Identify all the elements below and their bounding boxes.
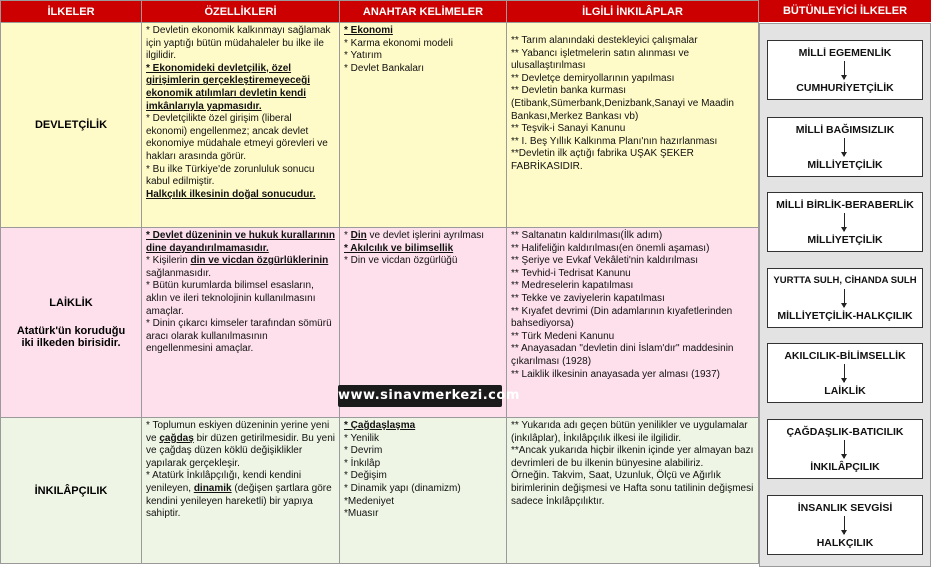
header-ilgili-inkilaplar: İLGİLİ İNKILÂPLAR — [507, 1, 759, 23]
reform-item: ** Medreselerin kapatılması — [511, 280, 634, 292]
keyword-item: * Ekonomi — [344, 25, 393, 36]
complementary-box — [767, 268, 923, 328]
feature-item: * Toplumun eskiyen düzeninin yerine yeni ve çağdaş bir düzen getirilmesidir. Bu yeni ve çağdaş düzen köklü değişiklikler yapılarak gerçekleşir. — [146, 420, 335, 469]
reform-item: ** Anayasadan "devletin dini İslam'dır" maddesinin çıkarılması (1928) — [511, 343, 734, 367]
reform-item: ** Saltanatın kaldırılması(İlk adım) — [511, 230, 663, 241]
keyword-item: * Din ve devlet işlerini ayrılması — [344, 230, 485, 241]
reforms-devletcilik — [507, 23, 759, 228]
principle-title: LAİKLİK — [49, 296, 93, 309]
reform-item: ** Yukarıda adı geçen bütün yenilikler ve uygulamalar (inkılâplar), İnkılâpçılık ilkesi ile ilgilidir. — [511, 420, 748, 444]
principle-devletcilik — [1, 23, 142, 228]
complementary-top: MİLLİ BİRLİK-BERABERLİK — [776, 199, 914, 211]
reform-item: ** Türk Medeni Kanunu — [511, 330, 615, 342]
reform-item: ** Devletçe demiryollarının yapılması — [511, 72, 675, 84]
arrow-down-icon — [844, 364, 845, 382]
keyword-item: * Yatırım — [344, 50, 382, 62]
arrow-down-icon — [844, 289, 845, 307]
keyword-item: * Yenilik — [344, 432, 380, 444]
complementary-box — [767, 495, 923, 555]
keyword-item: * Akılcılık ve bilimsellik — [344, 242, 454, 254]
reform-item: ** Halifeliğin kaldırılması(en önemli aşaması) — [511, 242, 710, 254]
complementary-bottom: LAİKLİK — [824, 385, 866, 397]
reform-item: ** Kıyafet devrimi (Din adamlarının kıyafetlerinden bahsediyorsa) — [511, 305, 733, 330]
reform-item: ** Tekke ve zaviyelerin kapatılması — [511, 292, 665, 304]
keyword-item: * Devrim — [344, 445, 383, 457]
complementary-box — [767, 192, 923, 252]
keyword-item: * Çağdaşlaşma — [344, 420, 416, 431]
arrow-down-icon — [844, 138, 845, 156]
feature-item: * Bütün kurumlarda bilimsel esasların, aklın ve ileri teknolojinin kullanılmasını amaçlar. — [146, 280, 316, 317]
keyword-item: *Medeniyet — [344, 495, 395, 507]
principle-title: İNKILÂPÇILIK — [34, 484, 108, 497]
complementary-top: AKILCILIK-BİLİMSELLİK — [784, 350, 906, 362]
arrow-down-icon — [844, 61, 845, 79]
keyword-item: * İnkılâp — [344, 457, 381, 469]
complementary-box — [767, 40, 923, 100]
complementary-top: ÇAĞDAŞLIK-BATICILIK — [786, 426, 904, 438]
feature-item: * Ekonomideki devletçilik, özel girişimlerin gerçekleştiremeyeceği ekonomik atılımları devletin kendi imkânlarıyla yapmasıdır. — [146, 62, 310, 112]
reform-item: ** Laiklik ilkesinin anayasada yer alması (1937) — [511, 368, 720, 380]
keyword-item: * Dinamik yapı (dinamizm) — [344, 482, 461, 494]
keywords-inkilapcilik — [340, 418, 507, 564]
reform-item: **Ancak yukarıda hiçbir ilkenin içinde yer almayan bazı devrimleri de bu ilkenin bünyesine alabiliriz. — [511, 445, 754, 469]
reforms-laiklik — [507, 228, 759, 418]
principle-laiklik — [1, 228, 142, 418]
arrow-down-icon — [844, 516, 845, 534]
complementary-top: MİLLİ BAĞIMSIZLIK — [795, 124, 895, 136]
complementary-top: YURTTA SULH, CİHANDA SULH — [773, 275, 917, 286]
keyword-item: * Değişim — [344, 470, 387, 482]
feature-item: * Bu ilke Türkiye'de zorunluluk sonucu kabul edilmiştir. — [146, 163, 315, 188]
complementary-box — [767, 117, 923, 177]
feature-item: * Devlet düzeninin ve hukuk kurallarının dine dayandırılmamasıdır. — [146, 230, 335, 254]
watermark-logo: www.sinavmerkezi.com — [338, 385, 502, 407]
header-anahtar-kelimeler: ANAHTAR KELİMELER — [340, 1, 507, 23]
feature-item: Halkçılık ilkesinin doğal sonucudur. — [146, 188, 316, 200]
header-ozellikler: ÖZELLİKLERİ — [142, 1, 340, 23]
complementary-panel — [759, 0, 931, 567]
complementary-box — [767, 343, 923, 403]
complementary-bottom: MİLLİYETÇİLİK — [807, 234, 883, 246]
complementary-top: İNSANLIK SEVGİSİ — [797, 502, 893, 514]
features-laiklik — [142, 228, 340, 418]
keyword-item: * Devlet Bankaları — [344, 62, 425, 74]
row-inkilapcilik — [1, 418, 759, 564]
keyword-item: * Karma ekonomi modeli — [344, 37, 453, 49]
reform-item: ** I. Beş Yıllık Kalkınma Planı'nın hazırlanması — [511, 135, 718, 147]
feature-item: * Devletin ekonomik kalkınmayı sağlamak için yaptığı bütün müdahaleler bu ilke ile ilgilidir. — [146, 25, 331, 62]
complementary-bottom: MİLLİYETÇİLİK — [807, 159, 883, 171]
row-devletcilik — [1, 23, 759, 228]
arrow-down-icon — [844, 213, 845, 231]
principle-note: Atatürk'ün koruduğu iki ilkeden birisidir. — [16, 324, 126, 349]
reform-item: ** Tevhid-i Tedrisat Kanunu — [511, 267, 631, 279]
complementary-box — [767, 419, 923, 479]
header-butunleyici: BÜTÜNLEYİCİ İLKELER — [759, 0, 931, 22]
complementary-bottom: İNKILÂPÇILIK — [810, 461, 880, 473]
header-ilkeler: İLKELER — [1, 1, 142, 23]
complementary-top: MİLLİ EGEMENLİK — [798, 47, 892, 59]
principle-inkilapcilik — [1, 418, 142, 564]
feature-item: * Atatürk İnkılâpçılığı, kendi kendini yenileyen, dinamik (değişen şartlara göre kendini yenileyen hareketli) bir yapıya sahiptir. — [146, 470, 332, 520]
complementary-bottom: HALKÇILIK — [816, 537, 874, 549]
principle-title: DEVLETÇİLİK — [34, 119, 108, 131]
reform-item: Örneğin. Takvim, Saat, Uzunluk, Ölçü ve Ağırlık birimlerinin değişmesi ve Hafta sonu tatilinin değişmesi sadece İnkılâpçılıktır. — [511, 470, 754, 507]
feature-item: * Dinin çıkarcı kimseler tarafından sömürü aracı olarak kullanılmasının engellenmesini amaçlar. — [146, 318, 332, 355]
reform-item: ** Yabancı işletmelerin satın alınması ve ulusallaştırılması — [511, 47, 690, 72]
feature-item: * Devletçilikte özel girişim (liberal ekonomi) engellenmez; ancak devlet ekonomiye müdahale etmeyi görevleri ve hakları arasında görür. — [146, 113, 328, 162]
complementary-list — [759, 23, 931, 567]
reforms-inkilapcilik — [507, 418, 759, 564]
complementary-bottom: MİLLİYETÇİLİK-HALKÇILIK — [777, 310, 913, 322]
arrow-down-icon — [844, 440, 845, 458]
reform-item: ** Devletin banka kurması (Etibank,Sümerbank,Denizbank,Sanayi ve Maadin Bankası,Merkez Bankası vb) — [511, 85, 734, 122]
keyword-item: * Din ve vicdan özgürlüğü — [344, 255, 458, 267]
reform-item: ** Tarım alanındaki destekleyici çalışmalar — [511, 35, 698, 46]
reform-item: **Devletin ilk açtığı fabrika UŞAK ŞEKER FABRİKASIDIR. — [511, 148, 694, 172]
feature-item: * Kişilerin din ve vicdan özgürlüklerinin sağlanmasıdır. — [146, 255, 329, 279]
keywords-devletcilik — [340, 23, 507, 228]
features-inkilapcilik — [142, 418, 340, 564]
features-devletcilik — [142, 23, 340, 228]
reform-item: ** Şeriye ve Evkaf Vekâleti'nin kaldırılması — [511, 255, 698, 267]
complementary-bottom: CUMHURİYETÇİLİK — [796, 82, 894, 94]
keyword-item: *Muasır — [344, 508, 379, 520]
reform-item: ** Teşvik-i Sanayi Kanunu — [511, 123, 626, 135]
